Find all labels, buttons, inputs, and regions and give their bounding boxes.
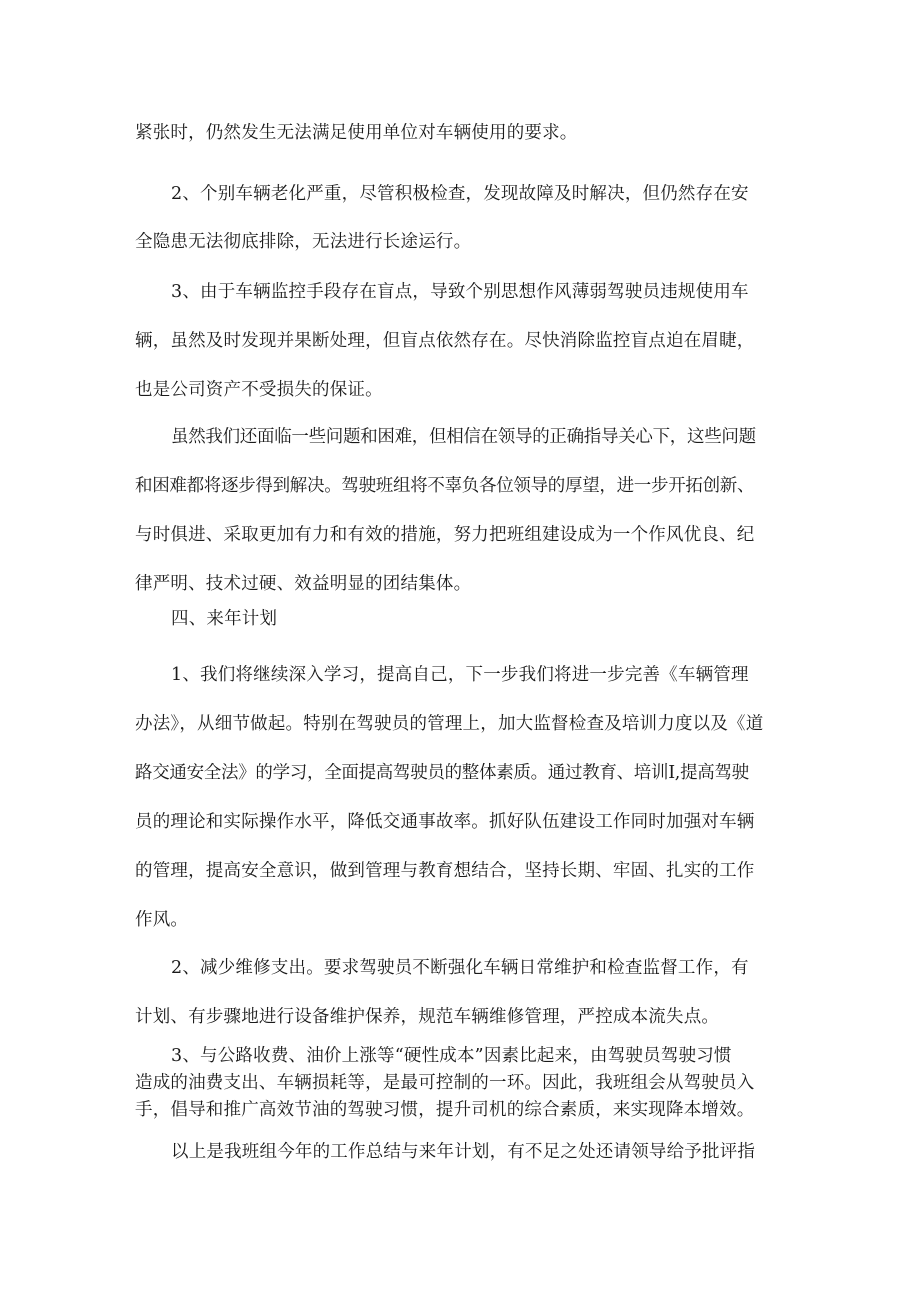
paragraph-plan-1 <box>135 651 795 945</box>
text-line: 的管理，提高安全意识，做到管理与教育想结合，坚持长期、牢固、扎实的工作 <box>135 861 755 881</box>
paragraph-continuation <box>135 120 795 146</box>
text-line: 也是公司资产不受损失的保证。 <box>135 380 383 400</box>
paragraph-plan-2 <box>135 944 795 1042</box>
paragraph-item-3-monitoring-blind-spots <box>135 268 795 415</box>
text-line: 与时俱进、采取更加有力和有效的措施，努力把班组建设成为一个作风优良、纪 <box>135 525 755 545</box>
text-line: 辆，虽然及时发现并果断处理，但盲点依然存在。尽快消除监控盲点迫在眉睫， <box>135 331 755 351</box>
text-line: 2、减少维修支出。要求驾驶员不断强化车辆日常维护和检查监督工作，有 <box>171 958 749 978</box>
text-line: 办法》，从细节做起。特别在驾驶员的管理上，加大监督检查及培训力度以及《道 <box>135 714 764 734</box>
paragraph-item-2-aging-vehicles <box>135 170 795 266</box>
text-line: 作风。 <box>135 910 189 930</box>
text-line: 路交通安全法》的学习，全面提高驾驶员的整体素质。通过教育、培训I,提高驾驶 <box>135 763 749 783</box>
text-line: 和困难都将逐步得到解决。驾驶班组将不辜负各位领导的厚望，进一步开拓创新、 <box>135 476 755 496</box>
text-line: 造成的油费支出、车辆损耗等，是最可控制的一环。因此，我班组会从驾驶员入 <box>135 1073 755 1093</box>
text-line: 1、我们将继续深入学习，提高自己，下一步我们将进一步完善《车辆管理 <box>171 665 749 685</box>
text-line: 全隐患无法彻底排除，无法进行长途运行。 <box>135 232 472 252</box>
text-line: 2、个别车辆老化严重，尽管积极检查，发现故障及时解决，但仍然存在安 <box>171 184 749 204</box>
text-line: 律严明、技术过硬、效益明显的团结集体。 <box>135 574 472 594</box>
text-line: 以上是我班组今年的工作总结与来年计划，有不足之处还请领导给予批评指 <box>171 1142 756 1162</box>
section-heading <box>135 606 795 632</box>
text-line: 手，倡导和推广高效节油的驾驶习惯，提升司机的综合素质，来实现降本增效。 <box>135 1100 755 1120</box>
text-line: 虽然我们还面临一些问题和困难，但相信在领导的正确指导关心下，这些问题 <box>171 427 756 447</box>
text-line: 计划、有步骤地进行设备维护保养，规范车辆维修管理，严控成本流失点。 <box>135 1007 720 1027</box>
section-heading-text: 四、来年计划 <box>171 609 278 629</box>
text-line: 3、由于车辆监控手段存在盲点，导致个别思想作风薄弱驾驶员违规使用车 <box>171 282 749 302</box>
text-line: 3、与公路收费、油价上涨等“硬性成本”因素比起来，由驾驶员驾驶习惯 <box>171 1046 732 1066</box>
paragraph-plan-3 <box>135 1043 795 1124</box>
paragraph-closing <box>135 1139 795 1165</box>
text-line: 员的理论和实际操作水平，降低交通事故率。抓好队伍建设工作同时加强对车辆 <box>135 812 755 832</box>
paragraph-summary <box>135 413 795 609</box>
text-line: 紧张时，仍然发生无法满足使用单位对车辆使用的要求。 <box>135 123 578 143</box>
